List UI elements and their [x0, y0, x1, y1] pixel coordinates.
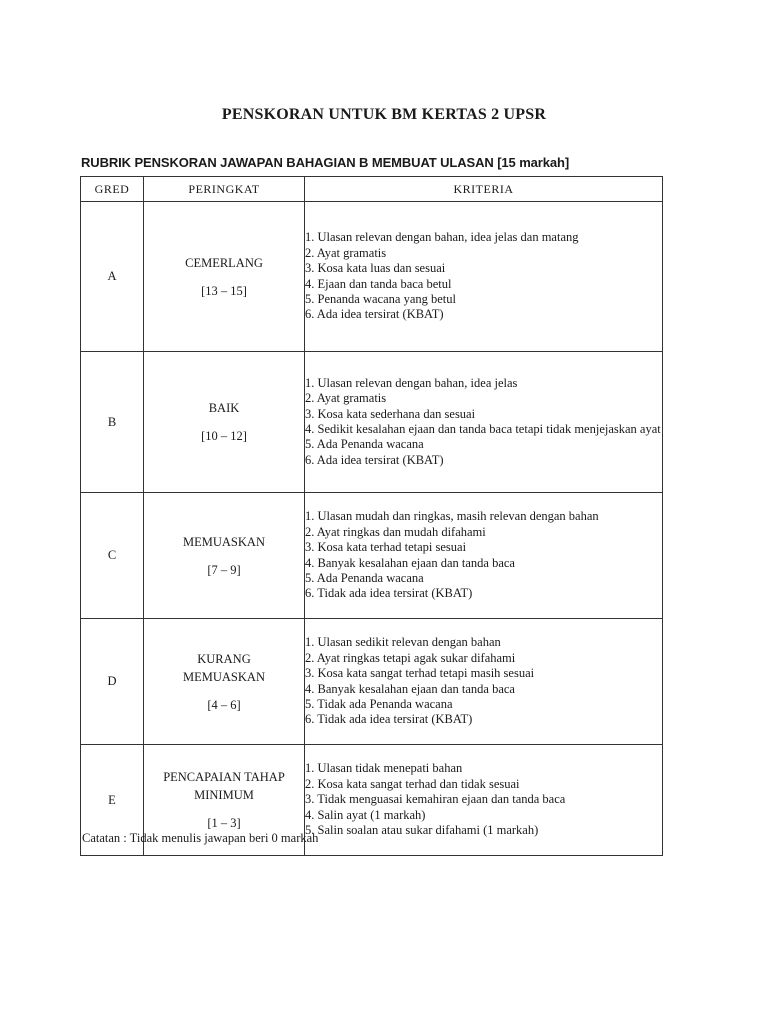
peringkat-label: MINIMUM	[194, 788, 254, 802]
table-header-row	[81, 177, 663, 202]
criteria-item: 4. Ejaan dan tanda baca betul	[305, 276, 452, 291]
criteria-item: 2. Ayat ringkas dan mudah difahami	[305, 524, 486, 539]
criteria-item: 1. Ulasan tidak menepati bahan	[305, 761, 463, 776]
criteria-item: 5. Ada Penanda wacana	[305, 437, 424, 452]
criteria-item: 2. Ayat gramatis	[305, 245, 387, 260]
kriteria-cell	[305, 745, 663, 856]
peringkat-cell	[144, 619, 305, 745]
score-range: [13 – 15]	[201, 283, 247, 298]
gred-cell: A	[81, 202, 144, 352]
criteria-list	[305, 509, 662, 601]
criteria-item: 6. Ada idea tersirat (KBAT)	[305, 452, 444, 467]
gred-cell: C	[81, 493, 144, 619]
criteria-item: 2. Ayat ringkas tetapi agak sukar difahami	[305, 650, 516, 665]
rubric-table	[80, 176, 663, 856]
table-row	[81, 619, 663, 745]
peringkat-label: KURANG	[197, 651, 251, 666]
peringkat-cell	[144, 493, 305, 619]
criteria-item: 3. Kosa kata sederhana dan sesuai	[305, 406, 476, 421]
document-title: PENSKORAN UNTUK BM KERTAS 2 UPSR	[221, 106, 547, 123]
gred-cell: D	[81, 619, 144, 745]
criteria-item: 1. Ulasan relevan dengan bahan, idea jelas	[305, 375, 518, 390]
criteria-item: 2. Ayat gramatis	[305, 391, 387, 406]
criteria-item: 4. Sedikit kesalahan ejaan dan tanda baca tetapi tidak menjejaskan ayat	[305, 422, 661, 436]
table-row	[81, 493, 663, 619]
criteria-item: 1. Ulasan mudah dan ringkas, masih relevan dengan bahan	[305, 509, 599, 524]
note-text: Catatan : Tidak menulis jawapan beri 0 markah	[82, 831, 319, 845]
peringkat-label: CEMERLANG	[185, 255, 263, 270]
gred-cell: B	[81, 352, 144, 493]
criteria-item: 5. Tidak ada Penanda wacana	[305, 696, 453, 711]
score-range: [1 – 3]	[207, 816, 241, 830]
criteria-item: 1. Ulasan relevan dengan bahan, idea jelas dan matang	[305, 230, 579, 245]
table-row	[81, 352, 663, 493]
peringkat-cell	[144, 352, 305, 493]
kriteria-cell	[305, 619, 663, 745]
peringkat-label: BAIK	[208, 401, 240, 415]
criteria-item: 4. Banyak kesalahan ejaan dan tanda baca	[305, 555, 515, 570]
criteria-item: 6. Tidak ada idea tersirat (KBAT)	[305, 586, 473, 601]
peringkat-cell	[144, 202, 305, 352]
kriteria-cell	[305, 202, 663, 352]
criteria-item: 5. Ada Penanda wacana	[305, 570, 424, 585]
criteria-item: 3. Kosa kata terhad tetapi sesuai	[305, 540, 467, 555]
peringkat-label: MEMUASKAN	[183, 669, 265, 684]
criteria-list	[305, 376, 662, 468]
gred-cell: E	[81, 745, 144, 856]
peringkat-label: PENCAPAIAN TAHAP	[163, 770, 285, 784]
header-peringkat: PERINGKAT	[144, 177, 305, 202]
kriteria-cell	[305, 352, 663, 493]
kriteria-cell	[305, 493, 663, 619]
score-range: [4 – 6]	[207, 697, 241, 712]
criteria-item: 4. Banyak kesalahan ejaan dan tanda baca	[305, 681, 515, 696]
criteria-item: 6. Ada idea tersirat (KBAT)	[305, 307, 444, 322]
criteria-list	[305, 761, 662, 838]
criteria-item: 3. Kosa kata luas dan sesuai	[305, 261, 446, 276]
criteria-item: 5. Salin soalan atau sukar difahami (1 markah)	[305, 823, 539, 838]
criteria-item: 2. Kosa kata sangat terhad dan tidak sesuai	[305, 776, 520, 791]
score-range: [7 – 9]	[207, 562, 241, 577]
criteria-item: 6. Tidak ada idea tersirat (KBAT)	[305, 712, 473, 727]
criteria-item: 3. Kosa kata sangat terhad tetapi masih sesuai	[305, 666, 535, 681]
peringkat-label: MEMUASKAN	[183, 534, 265, 549]
table-row	[81, 202, 663, 352]
score-range: [10 – 12]	[201, 429, 247, 443]
criteria-item: 4. Salin ayat (1 markah)	[305, 807, 426, 822]
criteria-item: 3. Tidak menguasai kemahiran ejaan dan tanda baca	[305, 792, 566, 807]
header-gred: GRED	[81, 177, 144, 202]
rubric-subtitle: RUBRIK PENSKORAN JAWAPAN BAHAGIAN B MEMBUAT ULASAN [15 markah]	[81, 155, 570, 170]
criteria-item: 5. Penanda wacana yang betul	[305, 291, 456, 306]
criteria-list	[305, 230, 662, 322]
criteria-list	[305, 635, 662, 727]
header-kriteria: KRITERIA	[305, 177, 663, 202]
criteria-item: 1. Ulasan sedikit relevan dengan bahan	[305, 635, 501, 650]
